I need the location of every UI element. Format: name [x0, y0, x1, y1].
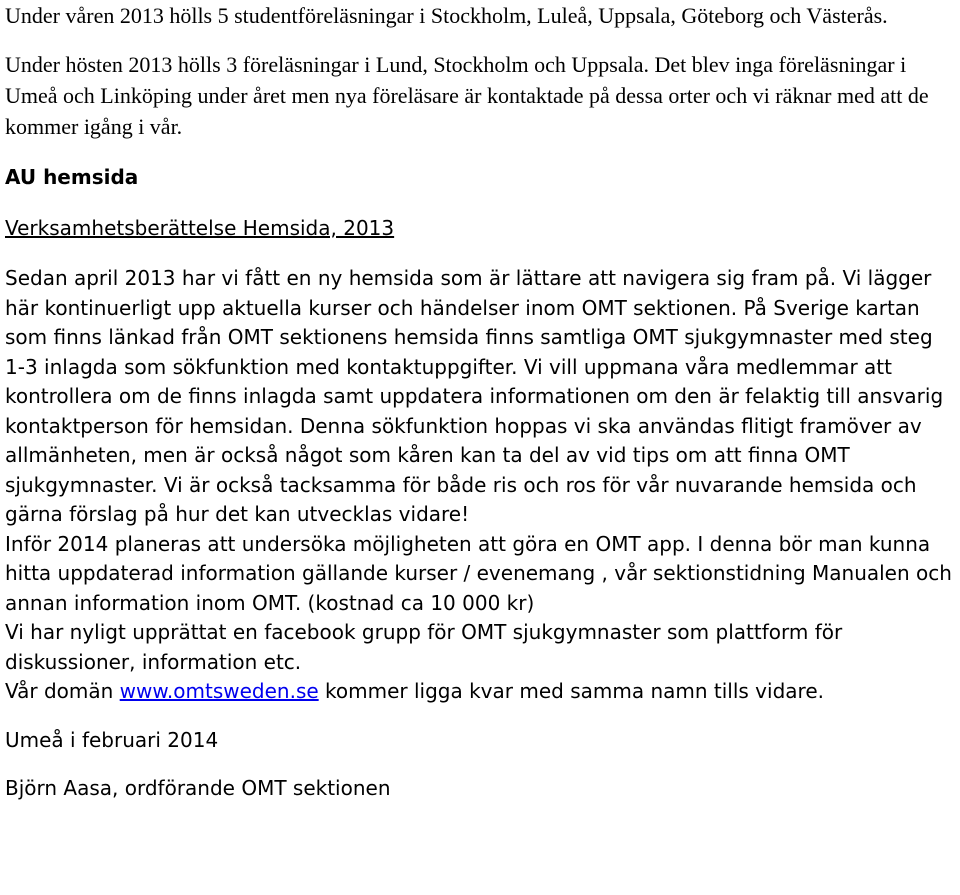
paragraph-spacer: [5, 193, 955, 214]
signature-place-date: Umeå i februari 2014: [5, 727, 219, 752]
signature-author: Björn Aasa, ordförande OMT sektionen: [5, 776, 391, 800]
paragraph-spacer: [5, 31, 955, 49]
paragraph-spacer: [5, 142, 955, 163]
document-page: [5, 0, 955, 804]
section-subheading: Verksamhetsberättelse Hemsida, 2013: [5, 215, 395, 240]
paragraph-spacer: [5, 707, 955, 726]
domain-link[interactable]: www.omtsweden.se: [119, 679, 319, 703]
paragraph-domain: [5, 677, 955, 707]
paragraph-website-body: Sedan april 2013 har vi fått en ny hemsida som är lättare att navigera sig fram på. Vi lägger här kontinuerligt upp aktuella kurser och händelser inom OMT sektionen. På Sverige kartan som finns länkad från OMT sektionens hemsida finns samtliga OMT sjukgymnaster med steg 1-3 inlagda som sökfunktion med kontaktuppgifter. Vi vill uppmana våra medlemmar att kontrollera om de finns inlagda samt uppdatera informationen om den är felaktig till ansvarig kontaktperson för hemsidan. Denna sökfunktion hoppas vi ska användas flitigt framöver av allmänheten, men är också något som kåren kan ta del av vid tips om att finna OMT sjukgymnaster. Vi är också tacksamma för både ris och ros för vår nuvarande hemsida och gärna förslag på hur det kan utvecklas vidare!: [5, 266, 944, 526]
domain-prefix-text: Vår domän: [5, 679, 120, 703]
paragraph-autumn-lectures: Under hösten 2013 hölls 3 föreläsningar i Lund, Stockholm och Uppsala. Det blev inga föreläsningar i Umeå och Linköping under året men nya föreläsare är kontaktade på dessa orter och vi räknar med att de kommer igång i vår.: [5, 52, 929, 139]
paragraph-spacer: [5, 755, 955, 774]
paragraph-app-plan: Inför 2014 planeras att undersöka möjligheten att göra en OMT app. I denna bör man kunna hitta uppdaterad information gällande kurser / evenemang , vår sektionstidning Manualen och annan information inom OMT. (kostnad ca 10 000 kr): [5, 531, 952, 615]
paragraph-spacer: [5, 243, 955, 264]
section-heading: AU hemsida: [5, 165, 139, 189]
paragraph-facebook-group: Vi har nyligt upprättat en facebook grupp för OMT sjukgymnaster som plattform för diskussioner, information etc.: [5, 620, 843, 674]
domain-suffix-text: kommer ligga kvar med samma namn tills vidare.: [318, 679, 824, 703]
paragraph-spring-lectures: Under våren 2013 hölls 5 studentföreläsningar i Stockholm, Luleå, Uppsala, Göteborg och Västerås.: [5, 3, 888, 28]
